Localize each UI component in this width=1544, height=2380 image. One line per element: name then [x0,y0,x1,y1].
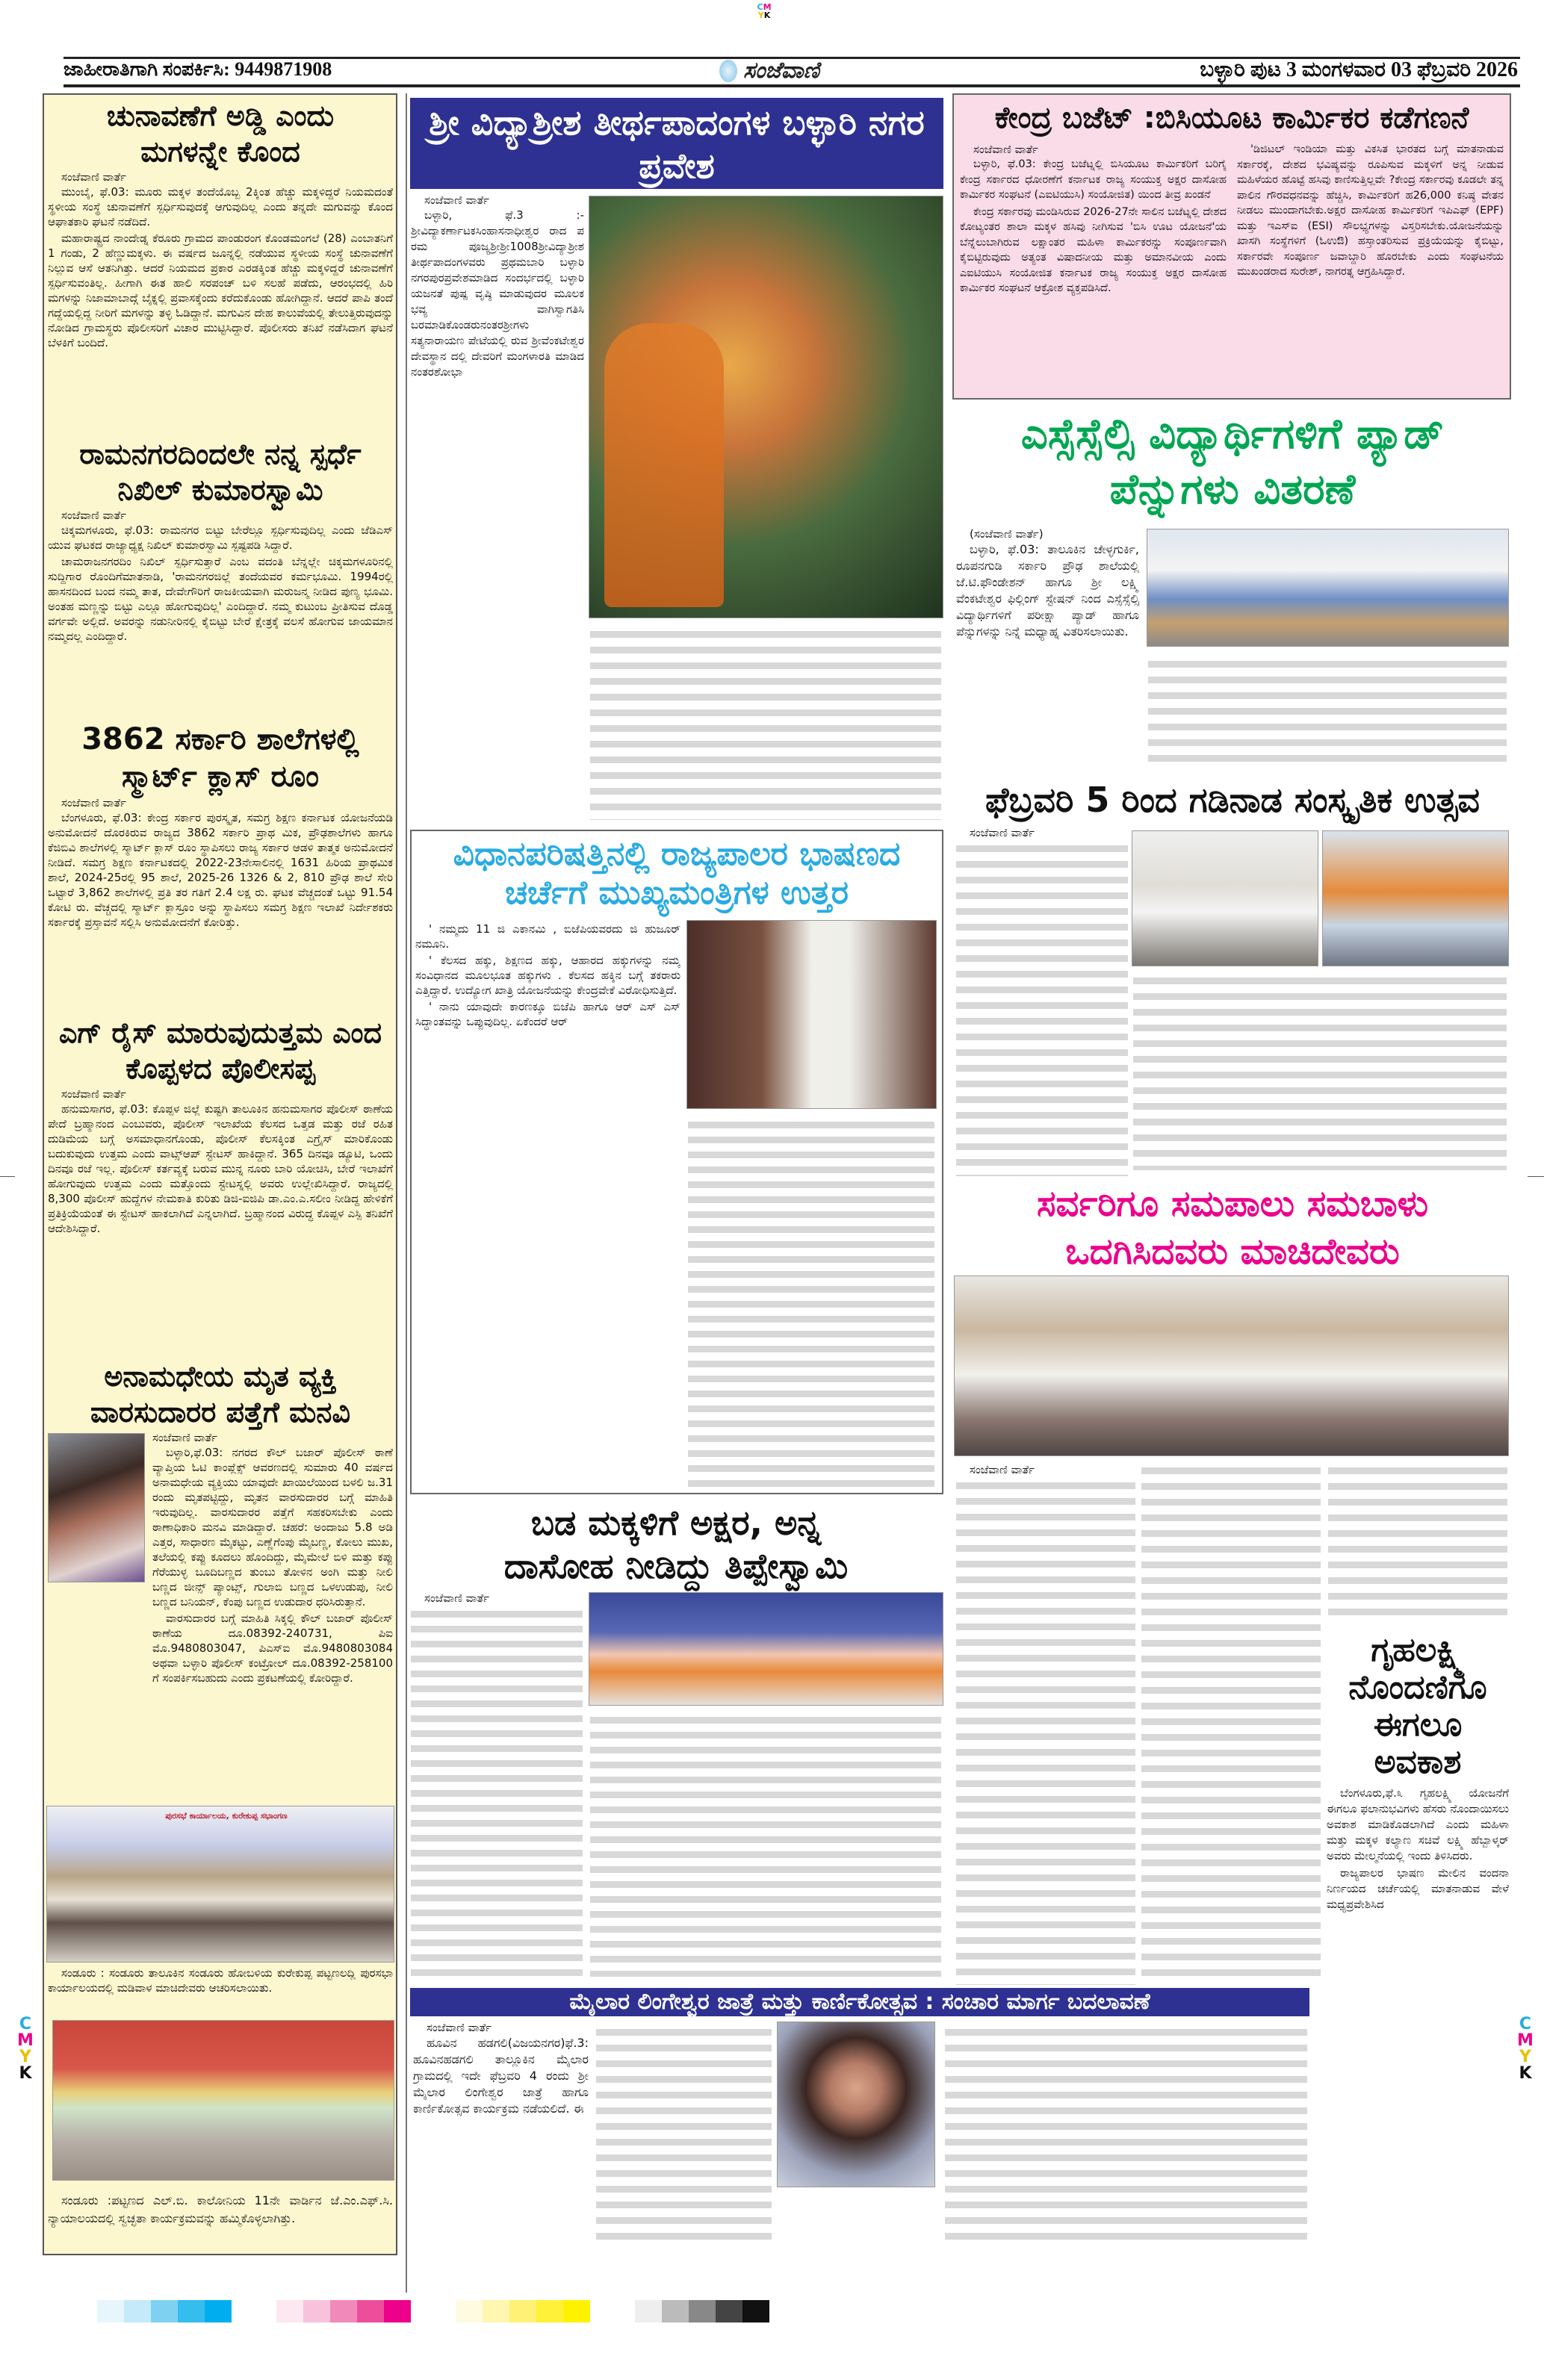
magenta-bars [276,2300,411,2322]
edition-info: ಬಳ್ಳಾರಿ ಪುಟ 3 ಮಂಗಳವಾರ 03 ಫೆಬ್ರವರಿ 2026 [1200,58,1518,81]
cyan-bars [97,2300,232,2322]
headline: ಶ್ರೀ ವಿದ್ಯಾಶ್ರೀಶ ತೀರ್ಥಪಾದಂಗಳ ಬಳ್ಳಾರಿ ನಗರ ಪ್ರವೇಶ [429,102,925,186]
photo-chief-minister [686,920,937,1109]
article-text [411,1606,583,1979]
yellow-bars [456,2300,590,2322]
article-body [48,1102,393,1348]
article-body [413,2035,589,2274]
article-body [960,142,1504,296]
swamiji-continuation-text [590,626,941,820]
paragraph: ' ಕೆಲಸದ ಹಕ್ಕು, ಶಿಕ್ಷಣದ ಹಕ್ಕು, ಆಹಾರದ ಹಕ್ಕುಗಳನ್ನು ನಮ್ಮ ಸಂವಿಧಾನದ ಮೂಲಭೂತ ಹಕ್ಕುಗಳು . ಕೆಲಸದ ಹಕ್ಕಿನ ಬಗ್ಗೆ ತಕರಾರು ಎತ್ತಿದ್ದಾರೆ. ಉದ್ಯೋಗ ಖಾತ್ರಿ ಯೋಜನೆಯನ್ನು ಕೇಂದ್ರವೇಕೆ ವಿರೋಧಿಸುತ್ತಿದೆ. [415,954,680,997]
article-text [956,840,1128,1176]
photo-caption: ಸಂಡೂರು :ಪಟ್ಟಣದ ಎಲ್.ಬಿ. ಕಾಲೋನಿಯ 11ನೇ ವಾರ್ಡಿನ ಜೆ.ಎಂ.ಎಫ್.ಸಿ. ನ್ಯಾಯಾಲಯದಲ್ಲಿ ಸ್ವಚ್ಛತಾ ಕಾರ್ಯಕ್ರಮವನ್ನು ಹಮ್ಮಿಕೊಳ್ಳಲಾಗಿತ್ತು. [48,2193,393,2225]
paragraph: 'ಡಿಜಿಟಲ್ ಇಂಡಿಯಾ ಮತ್ತು ವಿಕಸಿತ ಭಾರತದ ಬಗ್ಗೆ ಮಾತನಾಡುವ ಸರ್ಕಾರಕ್ಕೆ, ದೇಶದ ಭವಿಷ್ಯವನ್ನು ರೂಪಿಸುವ ಮಕ್ಕಳಿಗೆ ಅನ್ನ ನೀಡುವ ಮಹಿಳೆಯರ ಹೊಟ್ಟೆ ಹಸಿವು ಕಾಣಿಸುತ್ತಿಲ್ಲವೇ ?ಕೇಂದ್ರ ಸರ್ಕಾರವು ಕೂಡಲೇ ತನ್ನ ಪಾಲಿನ ಗೌರವಧನವನ್ನು ಹೆಚ್ಚಿಸಿ, ಕಾರ್ಮಿಕರಿಗೆ ಹ26,000 ಕನಿಷ್ಠ ವೇತನ ನೀಡಲು ಮುಂದಾಗಬೇಕು.ಅಕ್ಷರ ದಾಸೋಹ ಕಾರ್ಮಿಕರಿಗೆ ಇಪಿಎಫ್ (EPF) ಮತ್ತು ಇಎಸ್ಐ (ESI) ಸೌಲಭ್ಯಗಳನ್ನು ವಿಸ್ತರಿಸಬೇಕು.ಯೋಜನೆಯನ್ನು ಖಾಸಗಿ ಸಂಸ್ಥೆಗಳಿಗೆ (ಓಉಔ) ಹಸ್ತಾಂತರಿಸುವ ಪ್ರಕ್ರಿಯೆಯನ್ನು ಕೈಬಿಟ್ಟು, ಸರ್ಕಾರವೇ ಸಂಪೂರ್ಣ ಜವಾಬ್ದಾರಿ ಹೊರಬೇಕು ಎಂದು ಸಂಘಟನೆಯ ಮುಖಂಡರಾದ ಸುರೇಶ್, ನಾಗರತ್ನ ಆಗ್ರಹಿಸಿದ್ದಾರೆ. [1237,143,1504,278]
headline-sslc-pads: ಎಸ್ಸೆಸ್ಸೆಲ್ಸಿ ವಿದ್ಯಾರ್ಥಿಗಳಿಗೆ ಪ್ಯಾಡ್ ಪೆನ್ನುಗಳು ವಿತರಣೆ [1020,410,1445,514]
cmyk-y: Y [1519,2048,1531,2066]
byline: ಸಂಜೆವಾಣಿ ವಾರ್ತೆ [424,193,489,207]
photo-cleanliness-drive [52,2020,394,2181]
headline-banner-mailara [410,1988,1309,2016]
banner-sign-text: ಪುರಸಭೆ ಕಾರ್ಯಾಲಯ, ಕುರೇಕುಪ್ಪ ಸಭಾಂಗಣ [165,1811,288,1821]
paragraph: ಮಹಾರಾಷ್ಟ್ರದ ನಾಂದೇಡ್ನ ಕೆರೂರು ಗ್ರಾಮದ ಪಾಂಡುರಂಗ ಕೊಂಡಮಂಗಲೆ (28) ಎಂಬಾತನಿಗೆ 1 ಗಂಡು, 2 ಹೆಣ್ಣುಮಕ್ಕಳು. ಈ ವರ್ಷದ ಜೂನ್ನಲ್ಲಿ ನಡೆಯುವ ಸ್ಥಳೀಯ ಸಂಸ್ಥೆ ಚುನಾವಣೆಗೆ ನಿಲ್ಲುವ ಆಸೆ ಆತನಿಗಿತ್ತು. ಆದರೆ ನಿಯಮದ ಪ್ರಕಾರ ಎರಡಕ್ಕಿಂತ ಹೆಚ್ಚು ಮಕ್ಕಳಿದ್ದರೆ ಚುನಾವಣೆಗೆ ಸ್ಪರ್ಧಿಸುವಂತಿಲ್ಲ. ಹೀಗಾಗಿ ಈತ ಹಾಲಿ ಸರಪಂಚ್ ಬಳಿ ಸಲಹೆ ಪಡೆದು, ಆರಂಭದಲ್ಲಿ ಹಿರಿ ಮಗಳನ್ನು ನಿಜಾಮಾಬಾದ್ಗೆ ಬೈಕ್ನಲ್ಲಿ ಪ್ರವಾಸಕ್ಕೆಂದು ಕರೆದುಕೊಂಡು ಹೋಗಿದ್ದಾನೆ. ಆದರೆ ಪಾಪಿ ತಂದೆ ಗದ್ದೆಯಲ್ಲಿದ್ದ ನೀರಿಗೆ ಮಗಳನ್ನು ತಳ್ಳಿ ಓಡಿದ್ದಾನೆ. ಮಗುವಿನ ದೇಹ ಕಾಲುವೆಯಲ್ಲಿ ತೇಲುತ್ತಿರುವುದನ್ನು ನೋಡಿದ ಗ್ರಾಮಸ್ಥರು ಪೊಲೀಸರಿಗೆ ವಿಚಾರ ಮುಟ್ಟಿಸಿದ್ದಾರೆ. ಪೊಲೀಸರು ತನಿಖೆ ನಡೆಸಿದಾಗ ಘಟನೆ ಬೆಳಕಿಗೆ ಬಂದಿದೆ. [48,232,393,349]
paragraph: ವಾರಸುದಾರರ ಬಗ್ಗೆ ಮಾಹಿತಿ ಸಿಕ್ಕಲ್ಲಿ ಕೌಲ್ ಬಜಾರ್ ಪೊಲೀಸ್ ಠಾಣೆಯ ದೂ.08392-240731, ಪಿಐ ಮೊ.9480803047, ಪಿಎಸ್ಐ ಮೊ.9480803084 ಅಥವಾ ಬಳ್ಳಾರಿ ಪೊಲೀಸ್ ಕಂಟ್ರೋಲ್ ದೂ.08392-258100 ಗೆ ಸಂಪರ್ಕಿಸಬಹುದು ಎಂದು ಪ್ರಕಟಣೆಯಲ್ಲಿ ಕೋರಿದ್ದಾರೆ. [152,1612,393,1685]
headline: ಮೈಲಾರ ಲಿಂಗೇಶ್ವರ ಜಾತ್ರೆ ಮತ್ತು ಕಾರ್ಣಿಕೋತ್ಸವ : ಸಂಚಾರ ಮಾರ್ಗ ಬದಲಾವಣೆ [569,1989,1150,2015]
cmyk-c: C [1519,2015,1532,2033]
cmyk-m: M [1517,2031,1534,2050]
photo-figure [604,323,724,607]
cmyk-m: M [763,2,772,12]
article-egg-rice-police [48,1016,393,1348]
article-gadinada-utsava [956,825,1128,1176]
headline-tippeswamy: ಬಡ ಮಕ್ಕಳಿಗೆ ಅಕ್ಷರ, ಅನ್ನ ದಾಸೋಹ ನೀಡಿದ್ದು ತಿಪ್ಪೇಸ್ವಾಮಿ [503,1503,849,1586]
headline: ರಾಮನಗರದಿಂದಲೇ ನನ್ನ ಸ್ಪರ್ಧೆ ನಿಖಿಲ್ ಕುಮಾರಸ್ವಾಮಿ [79,438,362,506]
top-registration-mark [754,3,774,19]
article-body [411,208,584,626]
right-cmyk-mark [1516,2016,1534,2082]
article-sslc-pads [956,526,1139,780]
cmyk-y: Y [757,10,764,20]
machideva-continuation-text [1141,1462,1321,1985]
photo-swamiji-puja [589,196,943,618]
byline: ಸಂಜೆವಾಣಿ ವಾರ್ತೆ [61,1087,126,1101]
photo-deceased-man [48,1433,145,1582]
paragraph: ಹನುಮಸಾಗರ, ಫೆ.03: ಕೊಪ್ಪಳ ಜಿಲ್ಲೆ ಕುಷ್ಟಗಿ ತಾಲೂಕಿನ ಹನುಮಸಾಗರ ಪೊಲೀಸ್ ಠಾಣೆಯ ಪೇದೆ ಬ್ರಹ್ಮಾನಂದ ಎಂಬುವರು, ಪೊಲೀಸ್ ಇಲಾಖೆಯ ಕೆಲಸದ ಒತ್ತಡ ಮತ್ತು ರಜೆ ರಹಿತ ದುಡಿಮೆಯ ಬಗ್ಗೆ ಅಸಮಾಧಾನಗೊಂಡು, ಪೊಲೀಸ್ ಕೆಲಸಕ್ಕಿಂತ ಎಗ್ರೈಸ್ ಮಾರಿಕೊಂಡು ಬದುಕುವುದು ಉತ್ತಮ ಎಂದು ವಾಟ್ಸ್ಆಪ್ ಸ್ಟೇಟಸ್ ಹಾಕಿದ್ದಾನೆ. 365 ದಿನವೂ ಡ್ಯೂಟಿ, ಒಂದು ದಿನವೂ ರಜೆ ಇಲ್ಲ. ಪೊಲೀಸ್ ಕರ್ತವ್ಯಕ್ಕೆ ಬರುವ ಮುನ್ನ ನೂರು ಬಾರಿ ಯೋಚಿಸಿ, ಬೇರೆ ಇಲಾಖೆಗೆ ಹೋಗುವುದು ಉತ್ತಮ ಎಂದು ಮತ್ತೊಂದು ಸ್ಟೇಟಸ್ನಲ್ಲಿ ಅವರು ಉಲ್ಲೇಖಿಸಿದ್ದಾರೆ. ರಾಜ್ಯದಲ್ಲಿ 8,300 ಪೊಲೀಸ್ ಹುದ್ದೆಗಳ ನೇಮಕಾತಿ ಕುರಿತು ಡಿಜಿ-ಐಜಿಪಿ ಡಾ.ಎಂ.ಎ.ಸಲೀಂ ನೀಡಿದ್ದ ಹೇಳಿಕೆಗೆ ಪ್ರತಿಕ್ರಿಯೆಯಂತೆ ಈ ಸ್ಟೇಟಸ್ ಹಾಕಲಾಗಿದೆ ಎನ್ನಲಾಗಿದೆ. ಬ್ರಹ್ಮಾನಂದ ವಿರುದ್ಧ ಕೊಪ್ಪಳ ಎಸ್ಪಿ ತನಿಖೆಗೆ ಆದೇಶಿಸಿದ್ದಾರೆ. [48,1102,393,1235]
paragraph: ರಾಜ್ಯಪಾಲರ ಭಾಷಣ ಮೇಲಿನ ವಂದನಾ ನಿರ್ಣಯದ ಚರ್ಚೆಯಲ್ಲಿ ಮಾತನಾಡುವ ವೇಳೆ ಮಧ್ಯಪ್ರವೇಶಿಸಿದ [1327,1866,1509,1911]
registration-line-right [1528,1176,1544,1177]
paragraph: ಬೆಂಗಳೂರು,ಫೆ.೩ ಗೃಹಲಕ್ಷ್ಮಿ ಯೋಜನೆಗೆ ಈಗಲೂ ಫಲಾನುಭವಿಗಳು ಹೆಸರು ನೊಂದಾಯಿಸಲು ಅವಕಾಶ ಮಾಡಿಕೊಡಲಾಗಿದೆ ಎಂದು ಮಹಿಳಾ ಮತ್ತು ಮಕ್ಕಳ ಕಲ್ಯಾಣ ಸಚಿವೆ ಲಕ್ಷ್ಮಿ ಹೆಬ್ಬಾಳ್ಕರ್ ಅವರು ಮೇಲ್ಮನೆಯಲ್ಲಿ ಇಂದು ತಿಳಿಸಿದರು. [1327,1786,1509,1862]
sslc-continuation-text [1148,656,1507,768]
cmyk-m: M [17,2031,34,2050]
cmyk-k: K [1519,2064,1532,2083]
paragraph: ಕೇಂದ್ರ ಸರ್ಕಾರವು ಮಂಡಿಸಿರುವ 2026-27ನೇ ಸಾಲಿನ ಬಜೆಟ್ನಲ್ಲಿ ದೇಶದ ಕೋಟ್ಯಂತರ ಶಾಲಾ ಮಕ್ಕಳ ಹಸಿವು ನೀಗಿಸುವ 'ಬಿಸಿ ಊಟ ಯೋಜನೆ'ಯ ಬೆನ್ನೆಲುಬಾಗಿರುವ ಲಕ್ಷಾಂತರ ಮಹಿಳಾ ಕಾರ್ಮಿಕರನ್ನು ಸಂಪೂರ್ಣವಾಗಿ ಕೈಬಿಟ್ಟಿರುವುದು ಅತ್ಯಂತ ವಿಷಾದನೀಯ ಮತ್ತು ಅಮಾನವೀಯ ಎಂದು ಎಐಟಿಯುಸಿ ಸಂಯೋಜಿತ ಕರ್ನಾಟಕ ರಾಜ್ಯ ಸಂಯುಕ್ತ ಅಕ್ಷರ ದಾಸೋಹ ಕಾರ್ಮಿಕರ ಸಂಘಟನೆ ಆಕ್ರೋಶ ವ್ಯಕ್ತಪಡಿಸಿದೆ. [960,205,1227,294]
left-cmyk-mark [16,2016,34,2082]
headline-machideva: ಸರ್ವರಿಗೂ ಸಮಪಾಲು ಸಮಬಾಳು ಒದಗಿಸಿದವರು ಮಾಚಿದೇವರು [1037,1183,1428,1273]
byline: ಸಂಜೆವಾಣಿ ವಾರ್ತೆ [970,1463,1035,1476]
byline: ಸಂಜೆವಾಣಿ ವಾರ್ತೆ [61,170,126,184]
color-calibration-bars [97,2300,710,2322]
byline: (ಸಂಜೆವಾಣಿ ವಾರ್ತೆ) [970,527,1044,541]
article-mailara-traffic [413,2020,589,2274]
article-body [415,922,680,1489]
headline: ಗೃಹಲಕ್ಷ್ಮಿ ನೊಂದಣಿಗೂ ಈಗಲೂ ಅವಕಾಶ [1348,1631,1487,1781]
byline: ಸಂಜೆವಾಣಿ ವಾರ್ತೆ [152,1431,217,1444]
cmyk-y: Y [19,2048,31,2066]
byline: ಸಂಜೆವಾಣಿ ವಾರ್ತೆ [973,143,1038,156]
black-bars [635,2300,769,2322]
masthead-text: ಸಂಜೆವಾಣಿ [743,58,819,84]
header-bottom-rule [63,84,1520,87]
photo-tippeswamy-event [589,1592,943,1706]
gadinada-continuation-text [1133,972,1507,1170]
globe-icon [719,60,737,82]
byline: ಸಂಜೆವಾಣಿ ವಾರ್ತೆ [424,1591,489,1605]
article-gruhalakshmi [1327,1632,1509,2241]
cmyk-k: K [763,10,771,20]
photo-sslc-distribution [1147,529,1509,647]
headline: ಅನಾಮಧೇಯ ಮೃತ ವ್ಯಕ್ತಿ ವಾರಸುದಾರರ ಪತ್ತೆಗೆ ಮನವಿ [90,1360,350,1429]
photo-district-official [777,2022,935,2187]
article-body [48,810,393,1004]
middle-column-border [406,93,407,2293]
tippeswamy-continuation-text [590,1712,941,1977]
photo-utsava-dignitaries [1132,830,1318,966]
headline: ಚುನಾವಣೆಗೆ ಅಡ್ಡಿ ಎಂದು ಮಗಳನ್ನೇ ಕೊಂದ [106,99,335,168]
photo-machideva-event [954,1276,1509,1456]
paragraph: ಚಾಮರಾಜನಗರದಿಂ ನಿಖಿಲ್ ಸ್ಪರ್ಧಿಸುತ್ತಾರೆ ಎಂಬ ವದಂತಿ ಬೆನ್ನಲ್ಲೇ ಚಿಕ್ಕಮಗಳೂರಿನಲ್ಲಿ ಸುದ್ದಿಗಾರ ರೊಂದಿಗೆಮಾತನಾಡಿ, 'ರಾಮನಗರಜಿಲ್ಲೆ ತಂದೆಯವರ ಕರ್ಮಭೂಮಿ. 1994ರಲ್ಲಿ ಹಾಸನದಿಂದ ಬಂದ ನಮ್ಮ ತಾತ, ದೇವೇಗೌರಿಗೆ ರಾಜಕೀಯವಾಗಿ ಮರುಜನ್ಮ ನೀಡಿದ ಪುಣ್ಯ ಭೂಮಿ. ಅಂತಹ ಮಣ್ಣನ್ನು ಬಿಟ್ಟು ಎಲ್ಲೂ ಹೋಗುವುದಿಲ್ಲ' ಎಂದಿದ್ದಾರೆ. ನಮ್ಮ ಕುಟುಂಬ ಪ್ರೀತಿಸುವ ದೊಡ್ಡ ವರ್ಗವೇ ಅಲ್ಲಿದೆ. ಅವರನ್ನು ನಡುನೀರಿನಲ್ಲಿ ಕೈಬಿಟ್ಟು ಬೇರೆ ಕ್ಷೇತ್ರಕ್ಕೆ ವಲಸೆ ಹೋಗುವ ಜಾಯಮಾನ ನಮ್ಮದಲ್ಲ ಎಂದಿದ್ದಾರೆ. [48,555,393,643]
paragraph: ಬಳ್ಳಾರಿ, ಫೆ.03: ಕೇಂದ್ರ ಬಜೆಟ್ನಲ್ಲಿ ಬಿಸಿಯೂಟ ಕಾರ್ಮಿಕರಿಗೆ ಬರಿಗೈ ಕೇಂದ್ರ ಸರ್ಕಾರದ ಧೋರಣೆಗೆ ಕರ್ನಾಟಕ ರಾಜ್ಯ ಸಂಯುಕ್ತ ಅಕ್ಷರ ದಾಸೋಹ ಕಾರ್ಮಿಕರ ಸಂಘಟನೆ (ಎಐಟಿಯುಸಿ) ಸಂಯೋಜಿತ) ಯಿಂದ ತೀವ್ರ ಖಂಡನೆ [960,158,1227,201]
paragraph: ' ನಮ್ಮದು 11 ಜಿ ಎಕಾನಮಿ , ಬಿಜೆಪಿಯವರದು ಜಿ ಹುಜೂರ್ ನಮೂನಿ. [415,922,680,951]
cmyk-c: C [19,2015,32,2033]
article-text [956,1477,1135,1985]
registration-line-left [0,1176,15,1177]
headline-banner-swamiji [410,98,943,189]
paragraph: ಬಳ್ಳಾರಿ, ಫೆ.03: ತಾಲೂಕಿನ ಚೇಳ್ಳಗುರ್ಕಿ, ರೂಪನಗುಡಿ ಸರ್ಕಾರಿ ಪ್ರೌಢ ಶಾಲೆಯಲ್ಲಿ ಜೆ.ಟಿ.ಫೌಂಡೇಶನ್ ಹಾಗೂ ಶ್ರೀ ಲಕ್ಷ್ಮಿ ವೆಂಕಟೇಶ್ವರ ಫಿಲ್ಲಿಂಗ್ ಸ್ಟೇಷನ್ ನಿಂದ ಎಸ್ಸೆಸ್ಸೆಲ್ಸಿ ವಿದ್ಯಾರ್ಥಿಗಳಿಗೆ ಪರೀಕ್ಷಾ ಪ್ಯಾಡ್ ಹಾಗೂ ಪೆನ್ನುಗಳನ್ನು ನಿನ್ನೆ ಮಧ್ಯಾಹ್ನ ವಿತರಿಸಲಾಯಿತು. [956,542,1139,639]
article-unidentified-body [48,1359,393,1789]
cmyk-c: C [757,2,763,12]
paragraph: ಹೂವಿನ ಹಡಗಲಿ(ವಿಜಯನಗರ)ಫೆ.3: ಹೂವಿನಹಡಗಲಿ ತಾಲ್ಲೂಕಿನ ಮೈಲಾರ ಗ್ರಾಮದಲ್ಲಿ ಇದೇ ಫೆಬ್ರವರಿ 4 ರಂದು ಶ್ರೀ ಮೈಲಾರ ಲಿಂಗೇಶ್ವರ ಜಾತ್ರೆ ಹಾಗೂ ಕಾರ್ಣಿಕೋತ್ಸವ ಕಾರ್ಯಕ್ರಮ ನಡೆಯಲಿದೆ. ಈ [413,2036,589,2116]
article-body [48,523,393,709]
photo-utsava-swamiji [1322,830,1509,966]
article-machideva [956,1462,1135,1985]
mailara-continuation-text-2 [945,2024,1307,2248]
paragraph: ಬೆಂಗಳೂರು, ಫೆ.03: ಕೇಂದ್ರ ಸರ್ಕಾರ ಪುರಸ್ಕೃತ, ಸಮಗ್ರ ಶಿಕ್ಷಣ ಕರ್ನಾಟಕ ಯೋಜನೆಯಡಿ ಅನುಮೋದನೆ ದೊರಕಿರುವ ರಾಜ್ಯದ 3862 ಸರ್ಕಾರಿ ಪ್ರಾಥ ಮಿಕ, ಪ್ರೌಢಶಾಲೆಗಳು ಹಾಗೂ ಕೆಜಿಬಿವಿ ಶಾಲೆಗಳಲ್ಲಿ ಸ್ಮಾರ್ಟ್ ಕ್ಲಾಸ್ ರೂಂ ಸ್ಥಾಪಿಸಲು ರಾಜ್ಯ ಸರ್ಕಾರ ಆಡಳಿ ತಾತ್ಮಕ ಅನುಮೋದನೆ ನೀಡಿದೆ. ಸಮಗ್ರ ಶಿಕ್ಷಣ ಕರ್ನಾಟಕದಲ್ಲಿ 2022-23ನೇಸಾಲಿನಲ್ಲಿ 1631 ಹಿರಿಯ ಪ್ರಾಥಮಿಕ ಶಾಲೆ, 2024-25ರಲ್ಲಿ 95 ಶಾಲೆ, 2025-26 1326 & 2, 810 ಪ್ರೌಢ ಶಾಲೆ ಸೇರಿ ಒಟ್ಟಾರೆ 3,862 ಶಾಲೆಗಳಲ್ಲಿ ಪ್ರತಿ ತರ ಗತಿಗೆ 2.4 ಲಕ್ಷ ರು. ಘಟಕ ವೆಚ್ಚದಂತೆ ಒಟ್ಟು 91.54 ಕೋಟಿ ರು. ವೆಚ್ಚದಲ್ಲಿ ಸ್ಮಾರ್ಟ್ ಕ್ಲಾಸ್ರೂಂ ಅನ್ನು ಸ್ಥಾಪಿಸಲು ಸಮಗ್ರ ಶಿಕ್ಷಣ ಇಲಾಖೆ ನಿರ್ದೇಶಕರು ಸರ್ಕಾರಕ್ಕೆ ಪ್ರಸ್ತಾವನೆ ಸಲ್ಲಿಸಿ ಅನುಮೋದನೆಗೆ ಕೋರಿತ್ತು. [48,811,393,929]
paragraph: ಚಿಕ್ಕಮಗಳೂರು, ಫೆ.03: ರಾಮನಗರ ಬಿಟ್ಟು ಬೇರೆಲ್ಲೂ ಸ್ಪರ್ಧಿಸುವುದಿಲ್ಲ ಎಂದು ಜೆಡಿಎಸ್ ಯುವ ಘಟಕದ ರಾಜ್ಯಾಧ್ಯಕ್ಷ ನಿಖಿಲ್ ಕುಮಾರಸ್ವಾಮಿ ಸ್ಪಷ್ಟಪಡಿ ಸಿದ್ದಾರೆ. [48,523,393,552]
article-body [956,541,1139,780]
headline: 3862 ಸರ್ಕಾರಿ ಶಾಲೆಗಳಲ್ಲಿ ಸ್ಮಾರ್ಟ್ ಕ್ಲಾಸ್ ರೂಂ [81,722,359,794]
ad-contact: ಜಾಹೀರಾತಿಗಾಗಿ ಸಂಪರ್ಕಿಸಿ: 9449871908 [63,58,332,80]
byline: ಸಂಜೆವಾಣಿ ವಾರ್ತೆ [427,2021,492,2034]
article-body [1327,1786,1509,2241]
byline: ಸಂಜೆವಾಣಿ ವಾರ್ತೆ [61,796,126,810]
cm-reply-continuation-text [688,1116,934,1490]
byline: ಸಂಜೆವಾಣಿ ವಾರ್ತೆ [61,509,126,522]
mailara-continuation-text [596,2024,772,2248]
photo-caption: ಸಂಡೂರು : ಸಂಡೂರು ತಾಲೂಕಿನ ಸಂಡೂರು ಹೋಬಳಿಯ ಕುರೇಕುಪ್ಪ ಪಟ್ಟಣಲದ್ಲಿ ಪುರಸಭಾ ಕಾರ್ಯಾಲಯದಲ್ಲಿ ಮಡಿವಾಳ ಮಾಚಿದೇವರು ಆಚರಿಸಲಾಯಿತು. [48,1966,393,1995]
article-election-murder [48,99,393,423]
article-tippeswamy [411,1591,583,1979]
headline: ಎಗ್ ರೈಸ್ ಮಾರುವುದುತ್ತಮ ಎಂದ ಕೊಪ್ಪಳದ ಪೊಲೀಸಪ್ಪ [58,1016,382,1085]
article-midday-meal-workers [960,142,1504,396]
paragraph: ಮುಂಬೈ, ಫೆ.03: ಮೂರು ಮಕ್ಕಳ ತಂದೆಯೊಬ್ಬ 2ಕ್ಕಿಂತ ಹೆಚ್ಚು ಮಕ್ಕಳಿದ್ದರೆ ನಿಯಮದಂತೆ ಸ್ಥಳೀಯ ಸಂಸ್ಥೆ ಚುನಾವಣೆಗೆ ಸ್ಪರ್ಧಿಸುವುದಕ್ಕೆ ಆಗುವುದಿಲ್ಲ ಎಂದು ತನ್ನದೇ ಮಗುವನ್ನು ಕೊಂದ ಆಘಾತಕಾರಿ ಘಟನೆ ನಡೆದಿದೆ. [48,185,393,229]
article-body [152,1445,393,1789]
article-body [48,184,393,423]
headline: ಕೇಂದ್ರ ಬಜೆಟ್ :ಬಿಸಿಯೂಟ ಕಾರ್ಮಿಕರ ಕಡೆಗಣನೆ [994,101,1469,135]
paragraph: ' ನಾನು ಯಾವುದೇ ಕಾರಣಕ್ಕೂ ಬಿಜೆಪಿ ಹಾಗೂ ಆರ್ ಎಸ್ ಎಸ್ ಸಿದ್ಧಾಂತವನ್ನು ಒಪ್ಪುವುದಿಲ್ಲ. ಏಕೆಂದರೆ ಆರ್ [415,1000,680,1028]
article-swamiji-visit [411,193,584,626]
article-nikhil-kumaraswamy [48,437,393,709]
headline-gadinada-utsava: ಫೆಬ್ರವರಿ 5 ರಿಂದ ಗಡಿನಾಡ ಸಂಸ್ಕೃತಿಕ ಉತ್ಸವ [985,780,1480,820]
machideva-continuation-text-2 [1328,1462,1507,1623]
cmyk-k: K [19,2064,32,2083]
photo-machideva-jayanti [46,1806,394,1963]
byline: ಸಂಜೆವಾಣಿ ವಾರ್ತೆ [970,826,1035,839]
paragraph: ಬಳ್ಳಾರಿ,ಫೆ.03: ನಗರದ ಕೌಲ್ ಬಜಾರ್ ಪೊಲೀಸ್ ಠಾಣೆ ವ್ಯಾಪ್ತಿಯ ಓಟಿ ಕಾಂಪ್ಲೆಕ್ಸ್ ಆವರಣದಲ್ಲಿ ಸುಮಾರು 40 ವರ್ಷದ ಅನಾಮಧೇಯ ವ್ಯಕ್ತಿಯು ಯಾವುದೇ ಖಾಯಿಲೆಯಿಂದ ಬಳಲಿ ಜ.31 ರಂದು ಮೃತಪಟ್ಟಿದ್ದು, ಮೃತನ ವಾರಸುದಾರರ ಬಗ್ಗೆ ಮಾಹಿತಿ ಇರುವುದಿಲ್ಲ. ವಾರಸುದಾರರ ಪತ್ತೆಗೆ ಸಹಕರಿಸಬೇಕು ಎಂದು ಠಾಣಾಧಿಕಾರಿ ಮನವಿ ಮಾಡಿದ್ದಾರೆ. ಚಹರೆ: ಅಂದಾಜು 5.8 ಅಡಿ ಎತ್ತರ, ಸಾಧಾರಣ ಮೈಕಟ್ಟು, ಎಣ್ಣೆಗೆಂಪು ಮೈಬಣ್ಣ, ಕೋಲು ಮುಖ, ತಲೆಯಲ್ಲಿ ಕಪ್ಪು ಕೂದಲು ಹೊಂದಿದ್ದು, ಮೈಮೇಲೆ ಬಿಳಿ ಮತ್ತು ಕಪ್ಪು ಗೆರೆಯುಳ್ಳ ಬೂದಿಬಣ್ಣದ ತುಂಬು ತೋಳಿನ ಅಂಗಿ ಮತ್ತು ನೀಲಿ ಬಣ್ಣದ ಜೀನ್ಸ್ ಪ್ಯಾಂಟ್ಸ್, ಗುಲಾಬಿ ಬಣ್ಣದ ಒಳಉಡುಪು, ನೀಲಿ ಬಣ್ಣದ ಬನಿಯನ್, ಕೆಂಪು ಬಣ್ಣದ ಉಡುದಾರ ಧರಿಸಿರುತ್ತಾನೆ. [152,1446,393,1609]
masthead-logo [642,58,896,84]
headline: ವಿಧಾನಪರಿಷತ್ತಿನಲ್ಲಿ ರಾಜ್ಯಪಾಲರ ಭಾಷಣದ ಚರ್ಚೆಗೆ ಮುಖ್ಯಮಂತ್ರಿಗಳ ಉತ್ತರ [453,835,901,912]
paragraph: ಬಳ್ಳಾರಿ, ಫೆ.3 :-ಶ್ರೀವಿದ್ಯಾಕರ್ಣಾಟಕಸಿಂಹಾಸನಾಧೀಶ್ವರ ರಾದ ಪ ರಮ ಪೂಜ್ಯಶ್ರೀಶ್ರೀ1008ಶ್ರೀವಿದ್ಯಾಶ್ರೀಶ ತೀರ್ಥಪಾದಂಗಳವರು ಪ್ರಥಮಬಾರಿ ಬಳ್ಳಾರಿ ನಗರಪುರಪ್ರವೇಶಮಾಡಿದ ಸಂದರ್ಭದಲ್ಲಿ ಬಳ್ಳಾರಿ ಯಜನತೆ ಪುಷ್ಪ ವೃಷ್ಠಿ ಮಾಡುವುದರ ಮೂಲಕ ಭವ್ಯ ವಾಗಿಸ್ವಾಗತಿಸಿ ಬರಮಾಡಿಕೊಂಡರುನಂತರಶ್ರೀಗಳು ಸತ್ಯನಾರಾಯಣ ಪೇಟೆಯಲ್ಲಿ ರುವ ಶ್ರೀವೆಂಕಟೇಶ್ವರ ದೇವಸ್ಥಾನ ದಲ್ಲಿ ದೇವರಿಗೆ ಮಂಗಳಾರತಿ ಮಾಡಿದ ನಂತರಶೋಭಾ [411,208,584,379]
article-smart-classroom [48,721,393,1004]
